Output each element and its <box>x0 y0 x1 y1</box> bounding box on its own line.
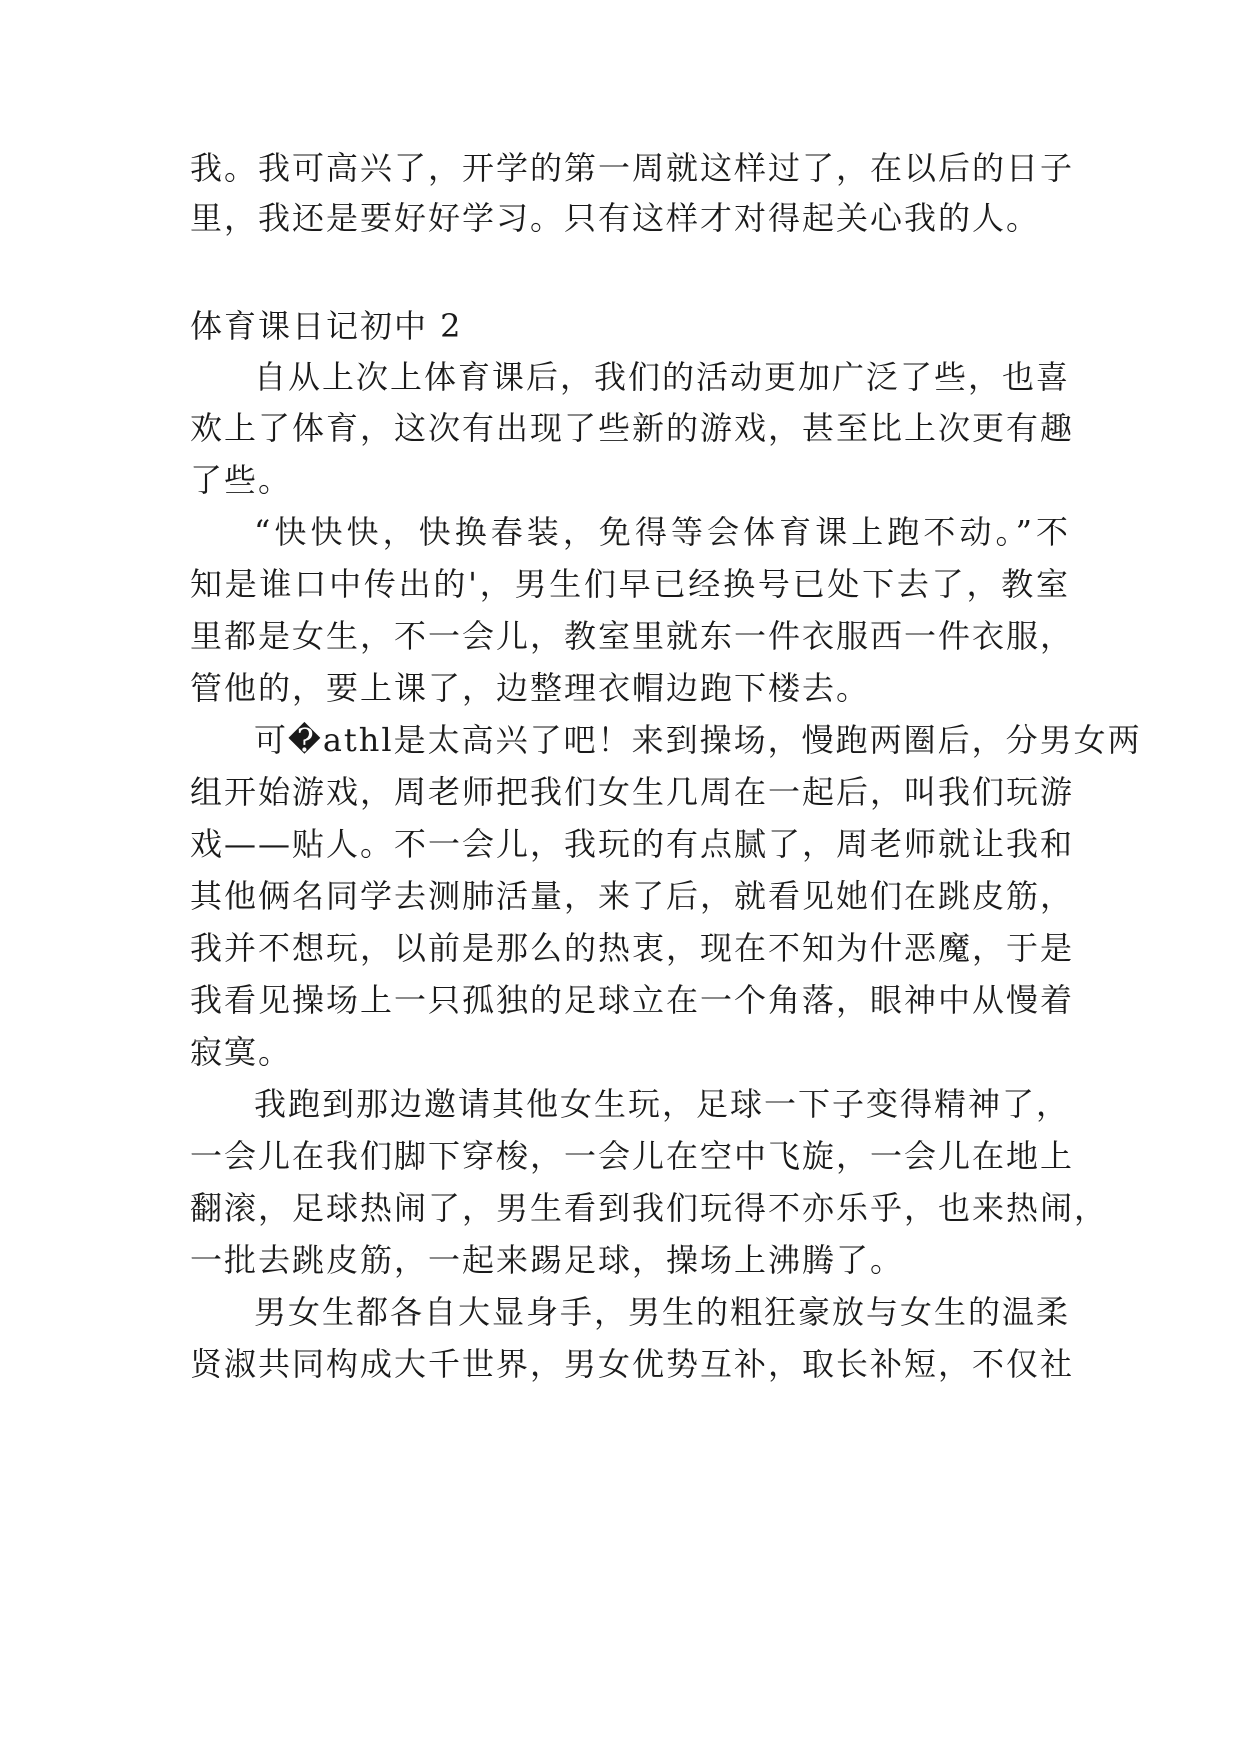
text-line: 里，我还是要好好学习。只有这样才对得起关心我的人。 <box>190 199 1041 237</box>
text-line: 欢上了体育，这次有出现了些新的游戏，甚至比上次更有趣 <box>190 409 1075 447</box>
text-line: 我看见操场上一只孤独的足球立在一个角落，眼神中从慢着 <box>190 981 1075 1019</box>
text-line: 可�athl是太高兴了吧！来到操场，慢跑两圈后，分男女两 <box>254 721 1142 759</box>
text-line: 贤淑共同构成大千世界，男女优势互补，取长补短，不仅社 <box>190 1345 1075 1383</box>
text-line: 里都是女生，不一会儿，教室里就东一件衣服西一件衣服， <box>190 617 1075 655</box>
text-line: 戏——贴人。不一会儿，我玩的有点腻了，周老师就让我和 <box>190 825 1075 863</box>
text-line: 我跑到那边邀请其他女生玩，足球一下子变得精神了， <box>254 1085 1071 1123</box>
text-line: 组开始游戏，周老师把我们女生几周在一起后，叫我们玩游 <box>190 773 1075 811</box>
text-line: 一批去跳皮筋，一起来踢足球，操场上沸腾了。 <box>190 1241 905 1279</box>
text-line: 其他俩名同学去测肺活量，来了后，就看见她们在跳皮筋， <box>190 877 1075 915</box>
text-line: 管他的，要上课了，边整理衣帽边跑下楼去。 <box>190 669 871 707</box>
text-line: 我。我可高兴了，开学的第一周就这样过了，在以后的日子 <box>190 149 1075 187</box>
text-line: 一会儿在我们脚下穿梭，一会儿在空中飞旋，一会儿在地上 <box>190 1137 1075 1175</box>
text-line: 男女生都各自大显身手，男生的粗狂豪放与女生的温柔 <box>254 1293 1071 1331</box>
text-line: 自从上次上体育课后，我们的活动更加广泛了些，也喜 <box>254 358 1071 396</box>
text-line: 寂寞。 <box>190 1033 293 1071</box>
text-line: 了些。 <box>190 461 293 499</box>
section-title: 体育课日记初中 2 <box>190 307 463 345</box>
text-line: 翻滚，足球热闹了，男生看到我们玩得不亦乐乎，也来热闹， <box>190 1189 1109 1227</box>
text-line: “快快快，快换春装，免得等会体育课上跑不动。”不 <box>254 513 1070 551</box>
text-line: 我并不想玩，以前是那么的热衷，现在不知为什恶魔，于是 <box>190 929 1075 967</box>
text-line: 知是谁口中传出的'，男生们早已经换号已处下去了，教室 <box>190 565 1070 603</box>
